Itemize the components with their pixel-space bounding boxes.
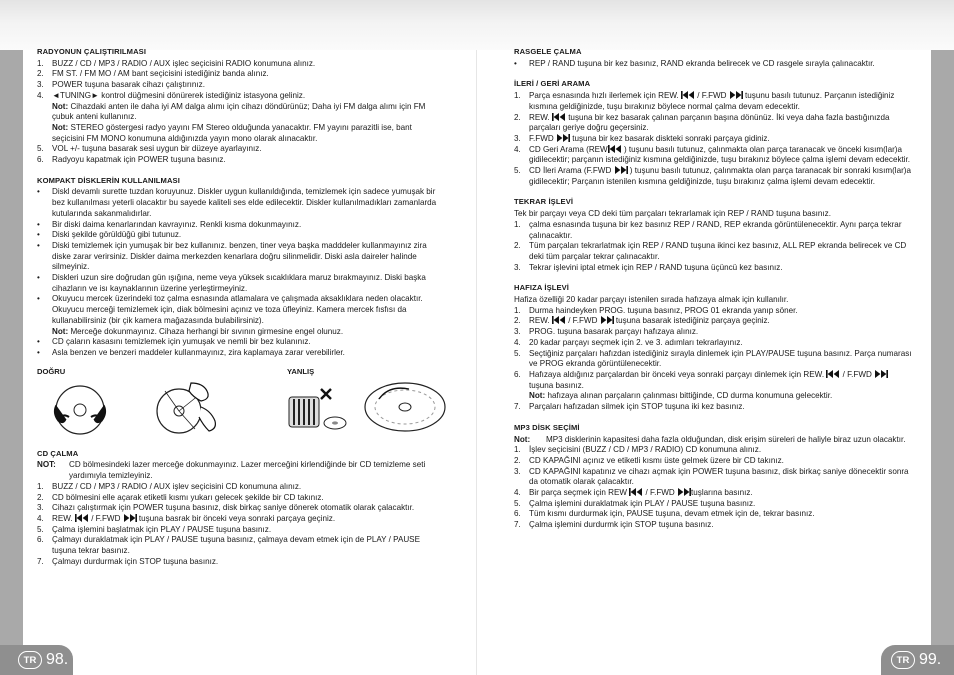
next-track-icon	[677, 488, 691, 496]
cd-note: NOT: CD bölmesindeki lazer merceğe dokunmayınız. Lazer merceğini kirlendiğinde bir CD temizleme seti yardımıyla temizleyiniz.	[37, 460, 426, 481]
list-item: 6. Hafızaya aldığınız parçalardan bir önceki veya sonraki parçayı dinlemek için REW. / F.FWD tuşuna basınız.	[514, 370, 914, 391]
heat-source-wrong-icon	[287, 383, 349, 435]
next-track-icon	[729, 91, 743, 99]
memory-steps-b	[514, 402, 914, 413]
mp3-steps	[514, 445, 914, 531]
list-item: 4. CD Geri Arama (REW ) tuşunu basılı tutunuz, çalınmakta olan parça taranacak ve önceki kısım(lar)a gidilecektir; parçanın istediğiniz kısmına geldiğinizde, tuşu bırakınız böylece çalma işlemi devam edecektir.	[514, 144, 911, 165]
list-item: 4. REW. / F.FWD tuşuna basrak bir önceki veya sonraki parçaya geçiniz.	[37, 513, 336, 523]
language-code-badge: TR	[18, 651, 42, 669]
discs-bullets-b	[37, 337, 442, 358]
list-item: • Diski temizlemek için yumuşak bir bez kullanınız. benzen, tiner veya başka madddeler kullanmayınız zira diske zarar verirsiniz. Diskler daima merkezden kenarlara doğru silinmelidir. Diski asla daireler halinde silmeyiniz.	[37, 240, 427, 272]
list-item: 1. BUZZ / CD / MP3 / RADIO / AUX işlec seçicisini RADIO konumuna alınız.	[37, 58, 316, 68]
list-item: 2. CD KAPAĞINI açınız ve etiketli kısmı üste gelmek üzere bir CD takınız.	[514, 455, 784, 465]
repeat-steps	[514, 220, 914, 274]
page-fold	[476, 50, 477, 675]
prev-track-icon	[75, 514, 89, 522]
cd-heading: CD ÇALMA	[37, 448, 79, 458]
list-item: • Asla benzen ve benzeri maddeler kullanmayınız, zira kaplamaya zarar verebilirler.	[37, 347, 345, 357]
repeat-heading: TEKRAR İŞLEVİ	[514, 197, 574, 207]
prev-track-icon	[608, 145, 622, 153]
list-item: 6. Çalmayı duraklatmak için PLAY / PAUSE tuşuna basınız, çalmaya devam etmek için de PLAY / PAUSE tuşuna tekrar basınız.	[37, 535, 420, 556]
prev-track-icon	[681, 91, 695, 99]
search-steps	[514, 91, 914, 187]
list-item: 2. CD bölmesini elle açarak etiketli kısmı yukarı gelecek şekilde bir CD takınız.	[37, 492, 324, 502]
wiping-disc-icon	[155, 379, 229, 437]
list-item: 2. FM ST. / FM MO / AM bant seçicisini istediğiniz banda alınız.	[37, 69, 269, 79]
list-item: 5. Çalma işlemini başlatmak için PLAY / PAUSE tuşuna basınız.	[37, 524, 272, 534]
list-item: 2. REW. tuşuna bir kez basarak çalınan parçanın başına dönünüz. İki veya daha fazla bastığınızda parçaları geriye doğru geçersiniz.	[514, 112, 890, 133]
mp3-note: Not: MP3 disklerinin kapasitesi daha fazla olduğundan, disk erişim süreleri de haliyle biraz uzun olacaktır.	[514, 434, 906, 444]
search-heading: İLERİ / GERİ ARAMA	[514, 79, 591, 89]
list-item: 2. REW. / F.FWD tuşuna basarak istediğiniz parçaya geçiniz.	[514, 316, 770, 326]
list-item: 7. Çalma işlemini durdurmk için STOP tuşuna basınız.	[514, 520, 714, 530]
list-item: • Diskl devamlı surette tuzdan koruyunuz. Diskler uygun kullanıldığında, temizlemek için sadece yumuşak bir bez kullanılması yeterli olacaktır bu sayede kaliteli ses elde edilecektir. Diskler kullanılmadıkları zamanlarda kutularında sakanmalıdırlar.	[37, 187, 437, 218]
list-item: 6. Radyoyu kapatmak için POWER tuşuna basınız.	[37, 155, 226, 165]
right-page-number	[887, 651, 941, 669]
list-item: 1. Durma haindeyken PROG. tuşuna basınız, PROG 01 ekranda yanıp söner.	[514, 305, 798, 315]
radio-steps-b	[37, 144, 442, 165]
left-page	[37, 47, 442, 567]
prev-track-icon	[552, 113, 566, 121]
list-item: 4. Bir parça seçmek için REW / F.FWD tuşlarına basınız.	[514, 488, 753, 498]
list-item: 3. Cihazı çalıştırmak için POWER tuşuna basınız, disk birkaç saniye dönerek otomatik olarak çalacaktır.	[37, 503, 415, 513]
memory-note: Not: hafızaya alınan parçaların çalınması bittiğinde, CD durma konumuna gelecektir.	[529, 391, 833, 401]
next-track-icon	[123, 514, 137, 522]
list-item: 5. VOL +/- tuşuna basarak sesi uygun bir düzeye ayarlayınız.	[37, 144, 262, 154]
list-item: 4. 20 kadar parçayı seçmek için 2. ve 3. adımları tekrarlayınız.	[514, 337, 743, 347]
next-track-icon	[874, 370, 888, 378]
list-item: 1. çalma esnasında tuşuna bir kez basınız REP / RAND, REP ekranda görüntülenecektir. Aynı parça tekrar çalınacaktır.	[514, 219, 902, 240]
correct-label: DOĞRU	[37, 366, 66, 376]
memory-heading: HAFIZA İŞLEVİ	[514, 283, 570, 293]
header-band	[0, 0, 954, 50]
list-item: 3. CD KAPAĞINI kapatınız ve cihazı açmak için POWER tuşuna basınız, disk birkaç saniye dönecektir sonra da otomatik olarak çalacaktır.	[514, 466, 909, 487]
list-item: 7. Parçaları hafızadan silmek için STOP tuşuna iki kez basınız.	[514, 402, 745, 412]
list-item: 3. POWER tuşuna basarak cihazı çalıştırınız.	[37, 80, 205, 90]
list-item: • Okuyucu mercek üzerindeki toz çalma esnasında atlamalara ve çalışmada aksaklıklara neden olacaktır. Okuyucu merceği temizlemek için, diak bölmesini açınız ve toza üfleyiniz. Kamera mercek fısfısı da kullanabilirsiniz (bir çik kamera mağazasında bulabilirsiniz).	[37, 294, 423, 325]
list-item: • Bir diski daima kenarlarından kavrayınız. Renkli kısma dokunmayınız.	[37, 219, 302, 229]
list-item: 2. Tüm parçaları tekrarlatmak için REP / RAND tuşuna ikinci kez basınız, ALL REP ekranda belirecek ve CD deki tüm parçalar tekrar çalınacaktır.	[514, 241, 907, 261]
prev-track-icon	[826, 370, 840, 378]
wrong-label: YANLIŞ	[287, 366, 315, 376]
list-item: 1. Parça esnasında hızlı ilerlemek için REW. / F.FWD tuşunu basılı tutunuz. Parçanın istediğiniz kısmına geldiğinizde, tuşu bırakınız böylece normal çalma devam edecektir.	[514, 91, 895, 111]
radio-note-antenna: Not: Cihazdaki anten ile daha iyi AM dalga alımı için cihazı döndürünüz; Daha iyi FM dalga alımı için FM çubuk anteni kullanınız.	[52, 101, 426, 122]
prev-track-icon	[552, 316, 566, 324]
list-item: 5. CD İleri Arama (F.FWD ) tuşunu basılı tutunuz, çalınmakta olan parça taranacak bir sonraki kısım(lar)a gidilecektir; Parçanın istenilen kısmına geldiğinizde, tuşu bırakınız çalma işlemi devam edecektir.	[514, 166, 911, 186]
discs-note: Not: Merceğe dokunmayınız. Cihaza herhangi bir sıvının girmesine engel olunuz.	[52, 326, 344, 336]
next-track-icon	[556, 134, 570, 142]
list-item: 6. Tüm kısmı durdurmak için, PAUSE tuşuna, devam etmek için de, tekrar basınız.	[514, 509, 815, 519]
list-item: 1. İşlev seçicisini (BUZZ / CD / MP3 / RADIO) CD konumuna alınız.	[514, 445, 762, 455]
right-page	[514, 47, 914, 531]
radio-note-stereo: Not: STEREO göstergesi radyo yayını FM Stereo olduğunda yanacaktır. FM yayını parazitli ise, bant seçicisini FM MONO konumuna aldığınızda yayın mono olarak alınacaktır.	[52, 122, 412, 143]
page-number: 99.	[919, 651, 942, 668]
disc-circular-wipe-wrong-icon	[363, 381, 447, 433]
prev-track-icon	[629, 488, 643, 496]
disc-handling-illustrations	[37, 367, 442, 449]
list-item: • Diski şekilde görüldüğü gibi tutunuz.	[37, 230, 182, 240]
list-item: 1. BUZZ / CD / MP3 / RADIO / AUX işlev seçicisini CD konumuna alınız.	[37, 481, 302, 491]
list-item: • CD çaların kasasını temizlemek için yumuşak ve nemli bir bez kulanınız.	[37, 337, 311, 347]
next-track-icon	[614, 166, 628, 174]
memory-steps	[514, 306, 914, 392]
hand-holding-disc-correct-icon	[51, 379, 109, 437]
list-item: 3. Tekrar işlevini iptal etmek için REP / RAND tuşuna üçüncü kez basınız.	[514, 262, 783, 272]
mp3-heading: MP3 DİSK SEÇİMİ	[514, 422, 580, 432]
random-heading: RASGELE ÇALMA	[514, 47, 582, 56]
radio-heading: RADYONUN ÇALIŞTIRILMASI	[37, 47, 147, 56]
list-item: 7. Çalmayı durdurmak için STOP tuşuna basınız.	[37, 556, 219, 566]
left-margin-band	[0, 50, 23, 675]
repeat-intro: Tek bir parçayı veya CD deki tüm parçaları tekrarlamak için REP / RAND tuşuna basınız.	[514, 209, 831, 219]
list-item: 5. Çalma işlemini duraklatmak için PLAY / PAUSE tuşuna basınız.	[514, 498, 756, 508]
discs-heading: KOMPAKT DİSKLERİN KULLANILMASI	[37, 175, 180, 185]
page-number: 98.	[46, 651, 69, 668]
discs-bullets	[37, 187, 442, 326]
left-page-number	[14, 651, 68, 669]
list-item: 3. F.FWD tuşuna bir kez basarak diskteki sonraki parçaya gidiniz.	[514, 133, 770, 143]
random-bullets	[514, 59, 914, 70]
next-track-icon	[600, 316, 614, 324]
language-code-badge: TR	[891, 651, 915, 669]
list-item: 5. Seçtiğiniz parçaları hafızdan istediğiniz sırayla dinlemek için PLAY/PAUSE tuşuna basınız. Parça numarası ve PROG ekranda görüntülenecektir.	[514, 348, 912, 369]
list-item: • Diskleri uzun sire doğrudan gün ışığına, neme veya yüksek sıcaklıklara maruz bırakmayınız. Diski başka cihazların ve isı kaynaklarının üzerine yerleştirmeyiniz.	[37, 273, 426, 293]
right-margin-band	[931, 50, 954, 675]
list-item: • REP / RAND tuşuna bir kez basınız, RAND ekranda belirecek ve CD rasgele sırayla çalınacaktır.	[514, 58, 875, 68]
cd-steps	[37, 482, 442, 568]
list-item: 4. ◄TUNING► kontrol düğmesini dönürerek istediğiniz istasyona geliniz.	[37, 90, 306, 100]
memory-intro: Hafiza özelliği 20 kadar parçayı istenilen sırada hafızaya almak için kullanılır.	[514, 295, 789, 305]
radio-steps	[37, 59, 442, 102]
list-item: 3. PROG. tuşuna basarak parçayı hafızaya alınız.	[514, 327, 699, 337]
